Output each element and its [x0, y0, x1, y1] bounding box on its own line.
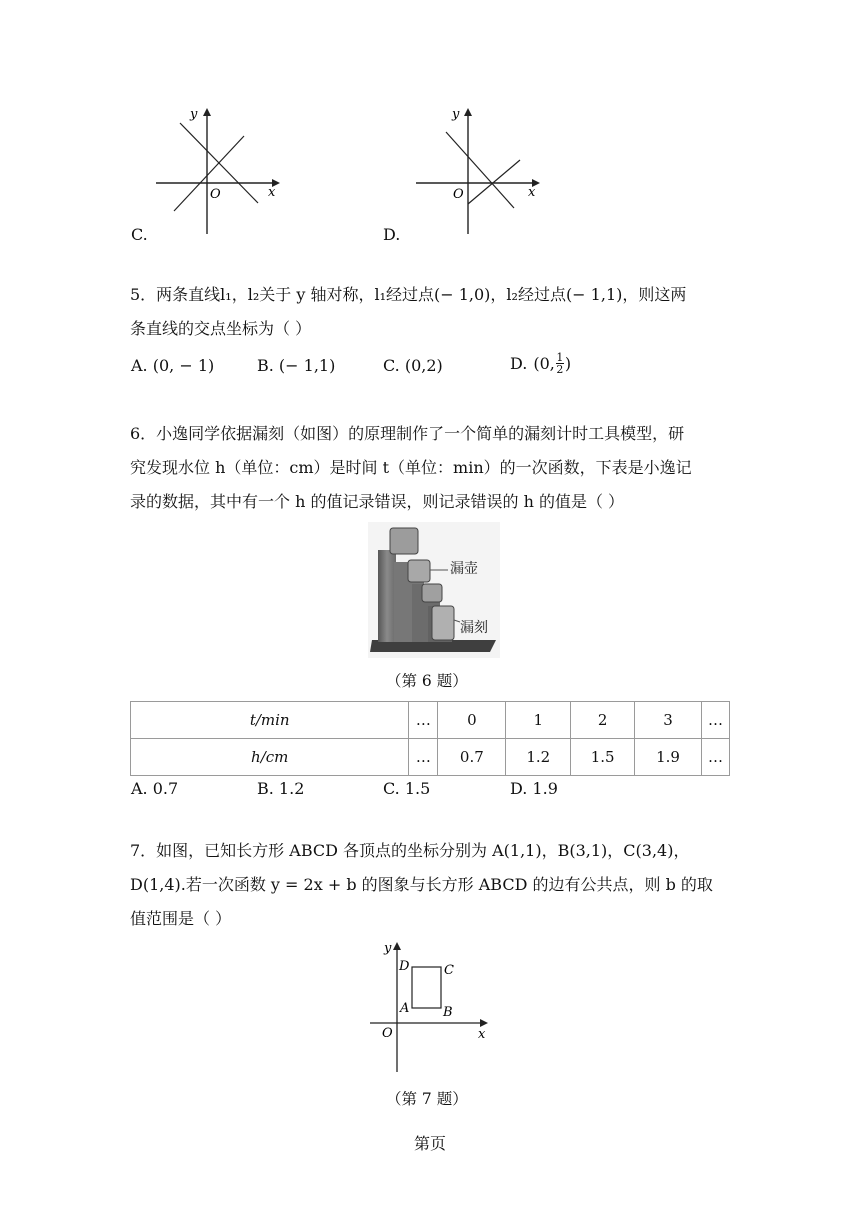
q5-option-d-open: (0,	[533, 353, 555, 373]
table-cell: 1.5	[571, 739, 635, 776]
option-c-graph	[150, 100, 290, 240]
q7-axis-x: x	[478, 1027, 486, 1042]
q5-text-line2: 条直线的交点坐标为（ ）	[130, 319, 312, 338]
q6-text-line3: 录的数据，其中有一个 h 的值记录错误，则记录错误的 h 的值是（ ）	[130, 492, 625, 511]
q7-vertex-b: B	[443, 1005, 453, 1020]
table-cell	[131, 739, 409, 776]
q6-text-line1: 6．小逸同学依据漏刻（如图）的原理制作了一个简单的漏刻计时工具模型，研	[130, 424, 685, 443]
option-c-origin: O	[210, 187, 221, 202]
q6-option-c[interactable]: C. 1.5	[383, 779, 431, 798]
table-cell: 0.7	[438, 739, 506, 776]
table-cell: 1	[506, 702, 571, 739]
q7-axis-y: y	[384, 941, 392, 956]
q6-text-line2: 究发现水位 h（单位：cm）是时间 t（单位：min）的一次函数，下表是小逸记	[130, 458, 692, 477]
q7-text-line3: 值范围是（ ）	[130, 909, 232, 928]
q7-origin: O	[382, 1026, 393, 1041]
q5-option-c[interactable]: C. (0,2)	[383, 356, 443, 375]
table-cell: …	[409, 739, 438, 776]
q5-option-d-label: D.	[510, 353, 528, 373]
q5-option-d-denominator: 2	[556, 363, 564, 376]
option-d-graph	[410, 100, 550, 240]
table-cell: 1.2	[506, 739, 571, 776]
q5-text-line1: 5．两条直线l₁，l₂关于 y 轴对称，l₁经过点(− 1,0)，l₂经过点(− 1,1)，则这两	[130, 285, 687, 304]
q7-text-line1: 7．如图，已知长方形 ABCD 各顶点的坐标分别为 A(1,1)，B(3,1)，C(3,4)，	[130, 841, 690, 860]
water-clock-photo	[368, 522, 500, 658]
q7-figure-caption: （第 7 题）	[386, 1090, 468, 1108]
q5-option-a[interactable]: A. (0, − 1)	[131, 356, 215, 375]
q6-data-table	[130, 701, 730, 776]
table-row	[131, 702, 730, 739]
q5-option-d-close: )	[564, 353, 572, 373]
option-d-origin: O	[453, 187, 464, 202]
q5-option-b[interactable]: B. (− 1,1)	[257, 356, 336, 375]
q7-rectangle-figure	[366, 936, 496, 1076]
water-clock-gauge-label: 漏刻	[460, 620, 488, 636]
h-header: h/cm	[251, 748, 289, 766]
q6-figure-caption: （第 6 题）	[386, 672, 468, 690]
q7-vertex-a: A	[400, 1001, 410, 1016]
q6-option-a[interactable]: A. 0.7	[131, 779, 179, 798]
q5-option-d-numerator: 1	[556, 351, 564, 364]
q5-option-d[interactable]	[510, 352, 571, 375]
table-cell: 1.9	[635, 739, 702, 776]
option-d-axis-x: x	[528, 185, 536, 200]
table-cell: 2	[571, 702, 635, 739]
table-cell	[131, 702, 409, 739]
q7-vertex-d: D	[399, 959, 410, 974]
q7-text-line2: D(1,4).若一次函数 y = 2x + b 的图象与长方形 ABCD 的边有公共点，则 b 的取	[130, 875, 713, 894]
water-clock-pot-label: 漏壶	[450, 561, 478, 577]
q6-option-d[interactable]: D. 1.9	[510, 779, 558, 798]
table-cell: 0	[438, 702, 506, 739]
table-cell: 3	[635, 702, 702, 739]
q5-option-d-fraction	[556, 352, 564, 375]
table-cell: …	[409, 702, 438, 739]
q7-vertex-c: C	[444, 963, 454, 978]
page-footer: 第页	[413, 1134, 446, 1153]
option-d-label[interactable]: D.	[383, 225, 401, 244]
q6-option-b[interactable]: B. 1.2	[257, 779, 305, 798]
option-c-axis-y: y	[190, 107, 198, 122]
table-cell: …	[701, 702, 729, 739]
table-row	[131, 739, 730, 776]
option-c-axis-x: x	[268, 185, 276, 200]
option-d-axis-y: y	[452, 107, 460, 122]
table-cell: …	[701, 739, 729, 776]
option-c-label[interactable]: C.	[131, 225, 148, 244]
t-header: t/min	[249, 711, 290, 729]
